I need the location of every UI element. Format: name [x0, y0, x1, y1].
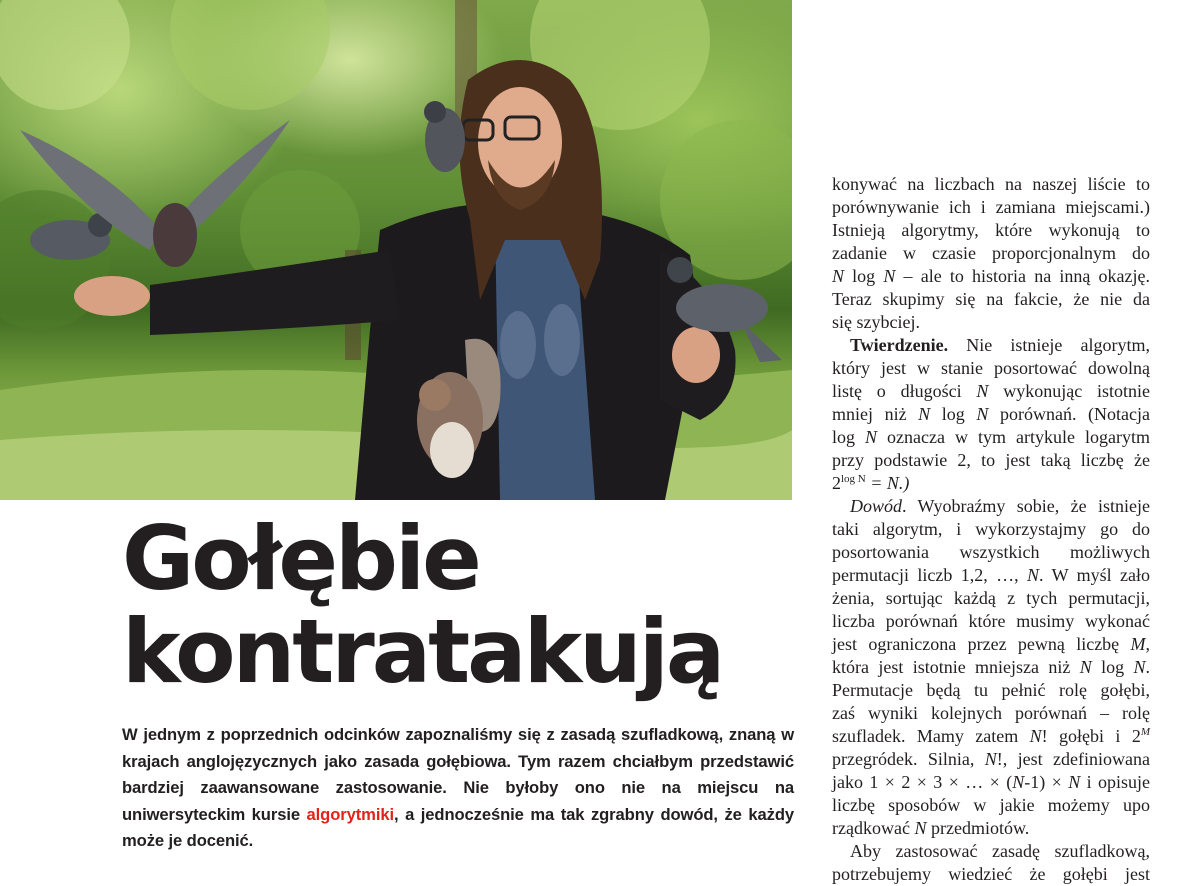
column-line: zadanie w czasie proporcjonalnym do — [832, 243, 1150, 263]
column-line: mniej niż N log N porównań. (Notacja — [832, 404, 1150, 424]
title-line-1: Gołębie — [122, 507, 479, 610]
theorem-line: Twierdzenie. Nie istnieje algorytm, — [850, 335, 1150, 355]
column-line: taki algorytm, i wykorzystajmy go do — [832, 519, 1150, 539]
article-photo — [0, 0, 792, 500]
column-line: posortowania wszystkich możliwych — [832, 542, 1150, 562]
column-line: Teraz skupimy się na fakcie, że nie da — [832, 289, 1150, 309]
article-title — [122, 507, 792, 703]
column-line: konywać na liczbach na naszej liście to — [832, 174, 1150, 194]
column-line: log N oznacza w tym artykule logarytm — [832, 427, 1150, 447]
column-line: zaś wyniki kolejnych porównań – rolę — [832, 703, 1150, 723]
article-lead — [122, 722, 794, 855]
column-line: liczbę sposobów w jakie możemy upo — [832, 795, 1150, 815]
column-line: żenia, sortując każdą z tych permutacji, — [832, 588, 1150, 608]
column-line: Permutacje będą tu pełnić rolę gołębi, — [832, 680, 1150, 700]
column-line: N log N – ale to historia na inną okazję. — [832, 266, 1150, 286]
column-line: $2^{log N} = N$.) — [832, 473, 910, 493]
lead-highlight: algorytmiki — [306, 804, 394, 824]
title-line-2: kontratakują — [122, 600, 723, 703]
lead-text-1: W jednym z poprzednich odcinków zapoznaliśmy się z zasadą szufladkową, znaną w krajach anglojęzycznych jako zasada gołębiowa. Tym razem chciałbym przedstawić bardziej zaawansowane zastosowanie. Nie byłoby ono nie na miejscu na uniwersyteckim kursie — [122, 725, 794, 824]
lead-text-2: , a jednocześnie ma tak zgrabny dowód, że każdy może je docenić. — [122, 804, 794, 850]
article-column — [832, 173, 1150, 886]
column-line: jest ograniczona przez pewną liczbę M, — [832, 634, 1150, 654]
column-line: się szybciej. — [832, 312, 920, 332]
column-line: przegródek. Silnia, N!, jest zdefiniowana — [832, 749, 1150, 769]
column-line: rządkować N przedmiotów. — [832, 818, 1030, 838]
column-line: permutacji liczb 1,2, …, N. W myśl zało — [832, 565, 1150, 585]
column-line: przy podstawie 2, to jest taką liczbę że — [832, 450, 1150, 470]
column-line: który jest w stanie posortować dowolną — [832, 358, 1150, 378]
column-line: potrzebujemy wiedzieć że gołębi jest — [832, 864, 1150, 884]
photo-illustration — [0, 0, 792, 500]
column-line: szufladek. Mamy zatem N! gołębi i $2^M$ — [832, 726, 1150, 746]
column-line: porównywanie ich i zamiana miejscami.) — [832, 197, 1150, 217]
column-line: jako 1 × 2 × 3 × … × (N-1) × N i opisuje — [832, 772, 1151, 792]
column-line: liczba porównań które musimy wykonać — [832, 611, 1150, 631]
column-line: która jest istotnie mniejsza niż N log N. — [832, 657, 1150, 677]
column-line: Aby zastosować zasadę szufladkową, — [850, 841, 1150, 861]
column-line: listę o długości N wykonując istotnie — [832, 381, 1150, 401]
column-line: Istnieją algorytmy, które wykonują to — [832, 220, 1150, 240]
proof-line: Dowód. Wyobraźmy sobie, że istnieje — [850, 496, 1150, 516]
